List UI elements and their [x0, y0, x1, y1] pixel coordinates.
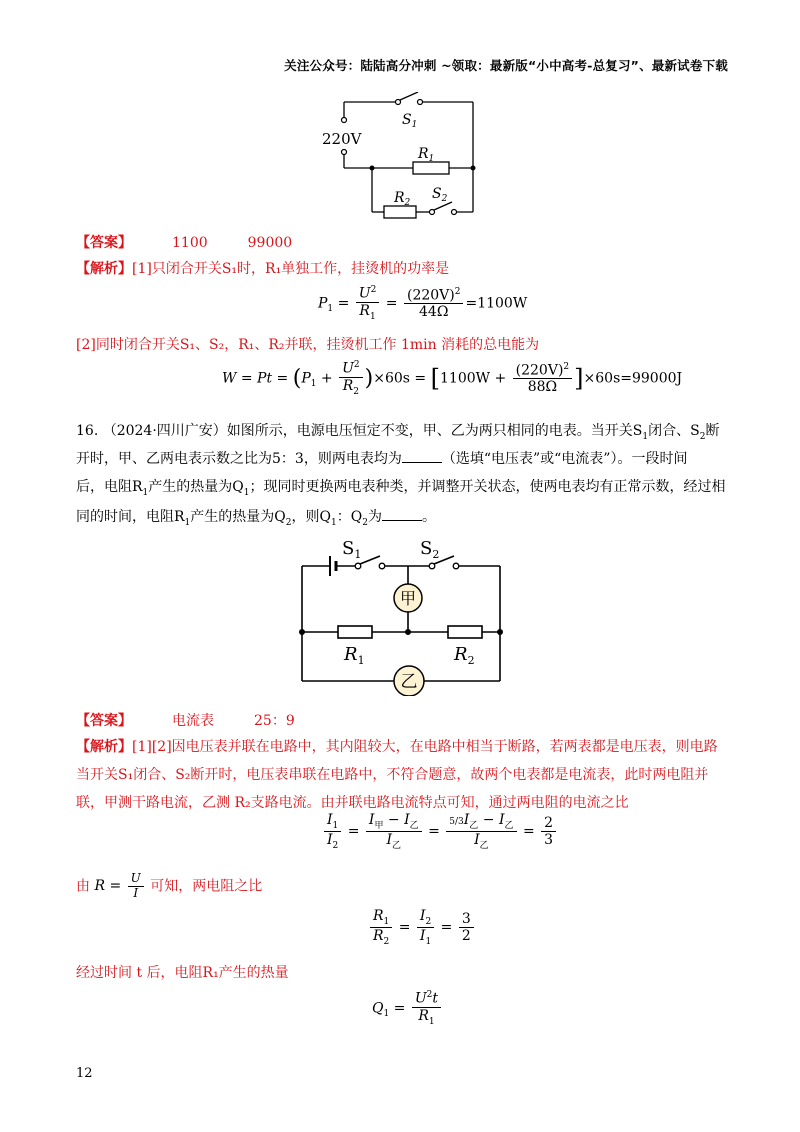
svg-text:S2: $S_2$: [420, 538, 440, 561]
q16-formula-2: $\frac{R_1}{R_2}$ = $\frac{I_2}{I_1}$ = $\frac{3}{2}$: [368, 908, 476, 947]
q15-formula-1: $P_1$ = $\frac{U^2}{R_1}$ = $\frac{(220V)^2}{44\Omega}$ =1100W: [318, 285, 528, 322]
q16-analysis-1: 【解析】[1][2]因电压表并联在电路中，其内阻较大，在电路中相当于断路，若两表都是电压表，则电路: [76, 739, 718, 755]
answer-blank-1: [402, 450, 442, 463]
q16-analysis-3: 联，甲测干路电流，乙测 R₂支路电流。由并联电路电流特点可知，通过两电阻的电流之比: [76, 795, 629, 811]
q16-line-2: 开时，甲、乙两电表示数之比为5：3，则两电表均为 （选填“电压表”或“电流表”）。一段时间: [76, 451, 688, 467]
page-number: 12: [76, 1066, 93, 1081]
q16-analysis-4: 由 R = $\frac{U}{I}$ 可知，两电阻之比: [76, 871, 263, 900]
q16-answer: 【答案】 电流表 25：9: [76, 713, 295, 729]
q15-answer: 【答案】 1100 99000: [76, 235, 293, 251]
meter-yi-label: 乙: [400, 672, 418, 692]
svg-text:S1: $S_1$: [342, 538, 362, 561]
svg-text:R1: $R_1$: [344, 644, 365, 667]
circuit-diagram-2: [296, 536, 506, 696]
circuit-diagram-1: [318, 92, 488, 222]
svg-text:R2: $R_2$: [394, 190, 411, 208]
q16-formula-1: $\frac{I_1}{I_2}$ = $\frac{I_甲 - I_乙}{I_乙}$ = $\frac{5/3I_乙 - I_乙}{I_乙}$ = $\frac{2}{3}$: [322, 812, 558, 851]
q15-analysis-1: 【解析】[1]只闭合开关S₁时，R₁单独工作，挂烫机的功率是: [76, 261, 450, 277]
voltage-label: 220V: [322, 130, 362, 148]
svg-text:R1: $R_1$: [418, 146, 435, 164]
q15-formula-2: $W = Pt = (P_1$ + $\frac{U^2}{R_2}$ )×60s = [1100W + $\frac{(220V)^2}{88\Omega}$ ]×60s=99000J: [222, 360, 683, 397]
q16-line-1: 16. （2024·四川广安）如图所示，电源电压恒定不变，甲、乙为两只相同的电表。当开关$S_1$闭合、$S_2$断: [76, 423, 720, 442]
meter-jia-label: 甲: [399, 589, 417, 608]
q16-analysis-5: 经过时间 t 后，电阻R₁产生的热量: [76, 965, 289, 981]
answer-blank-2: [382, 508, 422, 521]
svg-text:S1: $S_1$: [402, 112, 418, 130]
q16-line-3: 后，电阻$R_1$产生的热量为$Q_1$；现同时更换两电表种类，并调整开关状态，使两电表均有正常示数，经过相: [76, 479, 726, 498]
q15-analysis-2: [2]同时闭合开关S₁、S₂，R₁、R₂并联，挂烫机工作 1min 消耗的总电能为: [76, 337, 540, 353]
q16-line-4: 同的时间，电阻$R_1$产生的热量为$Q_2$，则$Q_1$：$Q_2$为 。: [76, 509, 436, 528]
svg-text:R2: $R_2$: [454, 644, 475, 667]
svg-text:S2: $S_2$: [432, 186, 448, 204]
q16-formula-3: $Q_1$ = $\frac{U^2t}{R_1}$: [372, 990, 443, 1027]
q16-analysis-2: 当开关S₁闭合、S₂断开时，电压表串联在电路中，不符合题意，故两个电表都是电流表，此时两电阻并: [76, 767, 709, 783]
page-header: 关注公众号：陆陆高分冲刺 ~领取：最新版“小中高考-总复习”、最新试卷下载: [284, 58, 728, 73]
